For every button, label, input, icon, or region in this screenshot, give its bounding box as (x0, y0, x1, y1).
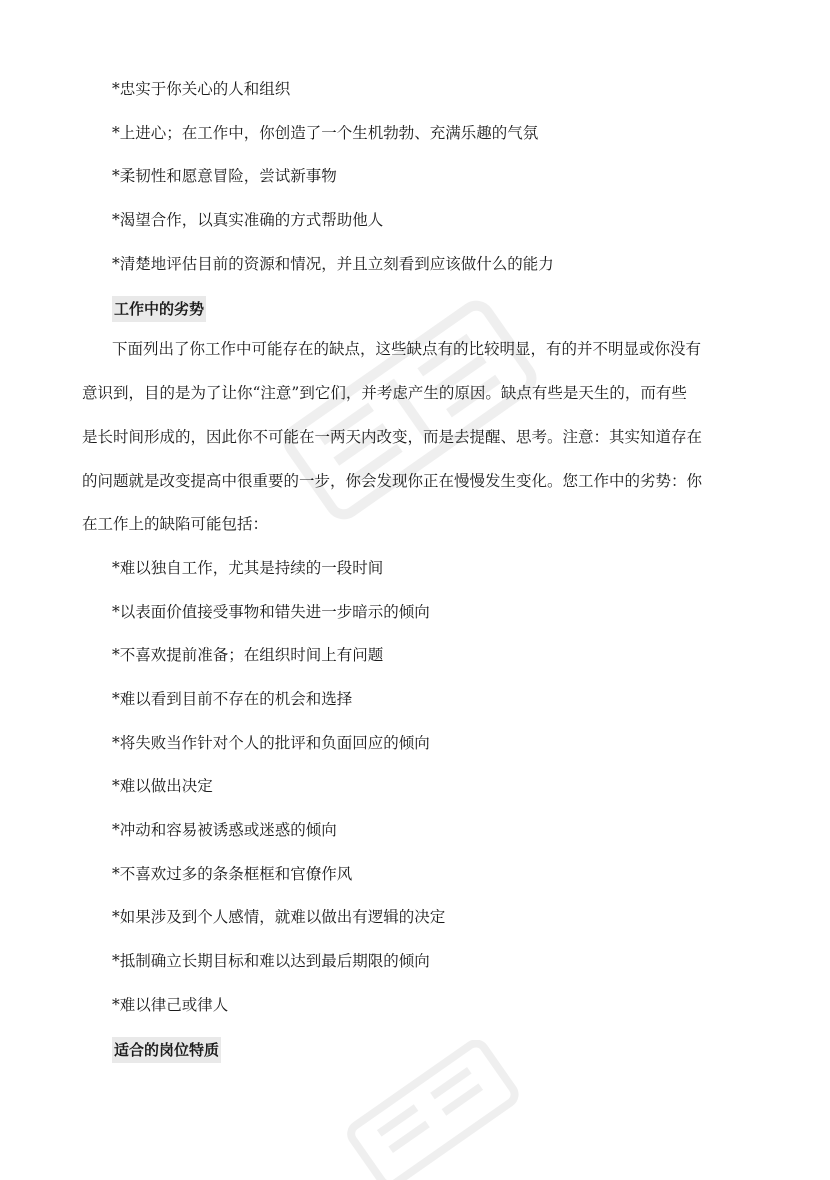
list-item: *不喜欢提前准备；在组织时间上有问题 (112, 646, 384, 665)
list-item: *忠实于你关心的人和组织 (112, 80, 291, 98)
list-item: *柔韧性和愿意冒险，尝试新事物 (112, 167, 337, 186)
paragraph-line: 的问题就是改变提高中很重要的一步，你会发现你正在慢慢发生变化。您工作中的劣势：你 (82, 471, 703, 490)
paragraph-line: 意识到，目的是为了让你“注意”到它们，并考虑产生的原因。缺点有些是天生的，而有些 (82, 384, 687, 403)
section-heading-weaknesses: 工作中的劣势 (112, 296, 206, 322)
list-item: *如果涉及到个人感情，就难以做出有逻辑的决定 (112, 908, 446, 927)
document-body (82, 78, 750, 1079)
list-item: *清楚地评估目前的资源和情况，并且立刻看到应该做什么的能力 (112, 254, 554, 273)
list-item: *抵制确立长期目标和难以达到最后期限的倾向 (112, 952, 430, 971)
paragraph-line: 下面列出了你工作中可能存在的缺点，这些缺点有的比较明显，有的并不明显或你没有 (112, 340, 702, 359)
paragraph-line: 是长时间形成的，因此你不可能在一两天内改变，而是去提醒、思考。注意：其实知道存在 (82, 427, 703, 446)
list-item: *难以做出决定 (112, 777, 213, 796)
paragraph-line: 在工作上的缺陷可能包括： (82, 515, 269, 534)
list-item: *上进心；在工作中，你创造了一个生机勃勃、充满乐趣的气氛 (112, 123, 539, 142)
section-heading-suitable-roles: 适合的岗位特质 (112, 1037, 221, 1063)
list-item: *以表面价值接受事物和错失进一步暗示的倾向 (112, 602, 430, 621)
weaknesses-intro-paragraph (82, 338, 750, 535)
list-item: *难以看到目前不存在的机会和选择 (112, 689, 353, 708)
list-item: *将失败当作针对个人的批评和负面回应的倾向 (112, 733, 430, 752)
strengths-list (82, 78, 750, 275)
weaknesses-list (82, 557, 750, 1016)
list-item: *不喜欢过多的条条框框和官僚作风 (112, 864, 353, 883)
list-item: *冲动和容易被诱惑或迷惑的倾向 (112, 821, 337, 839)
list-item: *渴望合作，以真实准确的方式帮助他人 (112, 211, 384, 230)
list-item: *难以独自工作，尤其是持续的一段时间 (112, 558, 384, 577)
list-item: *难以律己或律人 (112, 995, 229, 1014)
